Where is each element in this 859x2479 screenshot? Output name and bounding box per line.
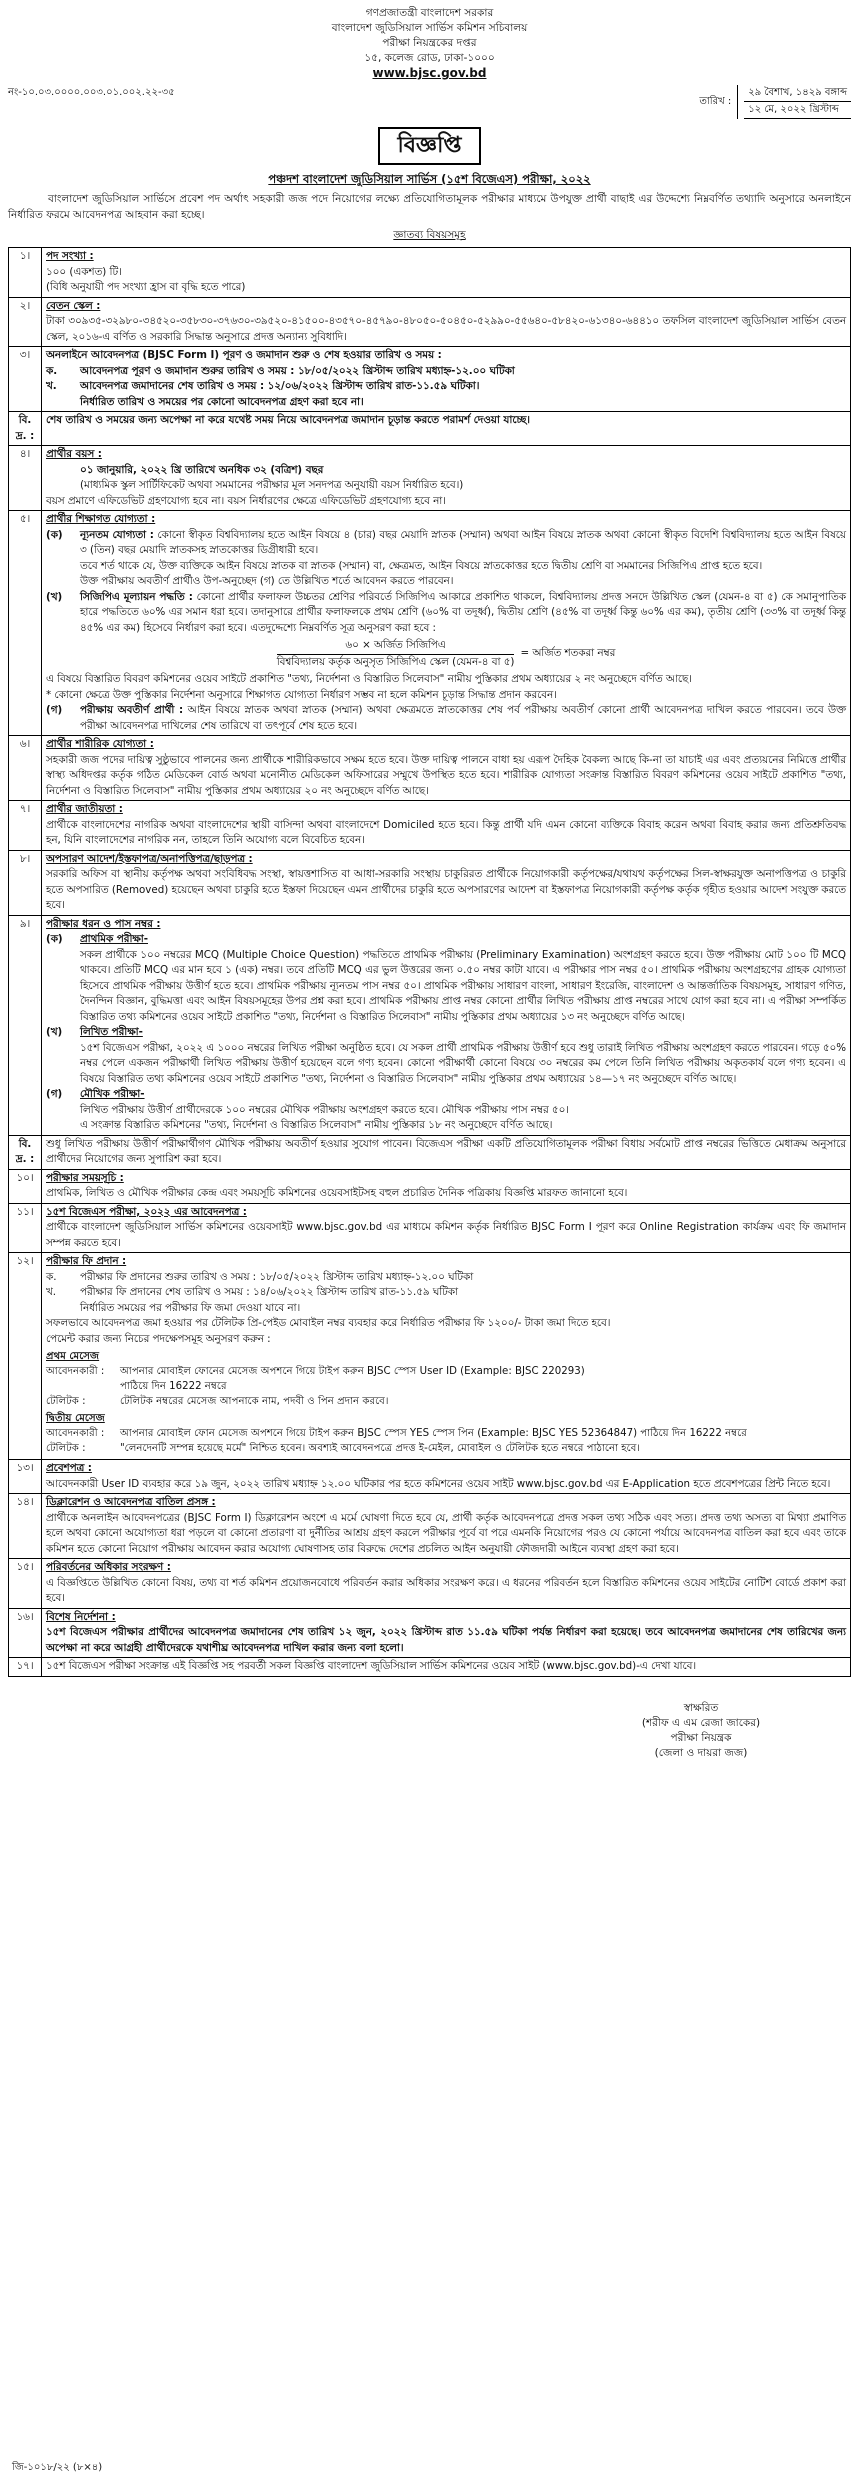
sms-step-1: প্রথম মেসেজ আবেদনকারী : আপনার মোবাইল ফোনের মেসেজ অপশনে গিয়ে টাইপ করুন BJSC স্পেস User ID (Example: BJSC 220293) পাঠিয়ে দিন 16222 নম্বরে টেলিটক : টেলিটক নম্বরের মেসেজ আপনাকে নাম, পদবী ও পিন প্রদান করবে।: [46, 1351, 585, 1407]
notice-page: [8, 0, 851, 2473]
notice-table: [8, 247, 851, 1677]
item-6: ৬। প্রার্থীর শারীরিক যোগ্যতা : সহকারী জজ পদের দায়িত্ব সুষ্ঠুভাবে পালনের জন্য প্রার্থীকে শারীরিকভাবে সক্ষম হতে হবে। উক্ত দায়িত্ব পালনে বাধা হয় এরূপ দৈহিক বৈকল্য আছে কি-না তা যাচাই এর এবং প্রত্যয়নের নিমিত্তে প্রার্থীর স্বাস্থ্য অধিদপ্তর কর্তৃক গঠিত মেডিকেল বোর্ড অথবা মনোনীত মেডিকেল অফিসারের সম্মুখে উপস্থিত হতে হবে। শারীরিক যোগ্যতা সংক্রান্ত বিস্তারিত বিবরণ কমিশনের ওয়েব সাইটে প্রকাশিত "তথ্য, নির্দেশনা ও বিস্তারিত সিলেবাস" নামীয় পুস্তিকার প্রথম অধ্যায়ের ২০ নং অনুচ্ছেদে বর্ণিত আছে।: [9, 736, 851, 801]
notice-title: বিজ্ঞপ্তি: [378, 127, 482, 165]
item-15: ১৫। পরিবর্তনের অধিকার সংরক্ষণ : এ বিজ্ঞপ্তিতে উল্লিখিত কোনো বিষয়, তথ্য বা শর্ত কমিশন প্রয়োজনবোধে পরিবর্তন করার অধিকার সংরক্ষণ করে। এ ধরনের পরিবর্তন হলে বিস্তারিত কমিশনের ওয়েব সাইটের নোটিশ বোর্ডে প্রকাশ করা হবে।: [9, 1559, 851, 1609]
memo-row: [8, 85, 851, 119]
signer-name: (শরীফ এ এম রেজা জাকের): [641, 1716, 761, 1729]
date-label: তারিখ :: [699, 96, 732, 107]
sms-step-2: দ্বিতীয় মেসেজ আবেদনকারী : আপনার মোবাইল ফোন মেসেজ অপশনে গিয়ে টাইপ করুন BJSC স্পেস YES স্পেস পিন (Example: BJSC YES 52364847) পাঠিয়ে দিন 16222 নম্বরে টেলিটক : "লেনদেনটি সম্পন্ন হয়েছে মর্মে" নিশ্চিত হবেন। অবশ্যই আবেদনপত্রে প্রদত্ত ই-মেইল, মোবাইল ও টেলিটক হতে নম্বরে পাঠানো হবে।: [46, 1413, 747, 1454]
office-line: পরীক্ষা নিয়ন্ত্রকের দপ্তর: [382, 37, 477, 49]
item-16: ১৬। বিশেষ নির্দেশনা : ১৫শ বিজেএস পরীক্ষার প্রার্থীদের আবেদনপত্র জমাদানের শেষ তারিখ ১২ জুন, ২০২২ খ্রিস্টাব্দ রাত ১১.৫৯ ঘটিকা পর্যন্ত নির্ধারণ করা হয়েছে। তবে আবেদনপত্র জমাদানের শেষ তারিখের জন্য অপেক্ষা না করে আগ্রহী প্রার্থীদেরকে যথাশীঘ্র আবেদনপত্র দাখিল করার জন্য বলা হলো।: [9, 1608, 851, 1658]
section-heading: জ্ঞাতব্য বিষয়সমূহ: [393, 229, 466, 241]
item-9: ৯। পরীক্ষার ধরন ও পাস নম্বর : (ক) প্রাথমিক পরীক্ষা- সকল প্রার্থীকে ১০০ নম্বরের MCQ (Multiple Choice Question) পদ্ধতিতে প্রাথমিক পরীক্ষায় (Preliminary Examination) অংশগ্রহণ করতে হবে। উক্ত পরীক্ষায় মোট ১০০ টি MCQ থাকবে। প্রতিটি MCQ এর মান হবে ১ (এক) নম্বর। তবে প্রতিটি MCQ এর ভুল উত্তরের জন্য ০.৫০ নম্বর কাটা যাবে। এ পরীক্ষার পাস নম্বর ৫০। প্রাথমিক পরীক্ষায় অংশগ্রহণের গ্রাহক যোগ্যতা হিসেবে প্রাথমিক পরীক্ষায় উত্তীর্ণ হতে হবে। প্রাথমিক পরীক্ষায় ন্যূনতম পাস নম্বর ৫০। প্রাথমিক পরীক্ষায় সাধারণ বাংলা, সাধারণ ইংরেজি, বাংলাদেশ ও আন্তর্জাতিক বিষয়সমূহ, সাধারণ গণিত, দৈনন্দিন বিজ্ঞান, বুদ্ধিমত্তা এবং আইন বিষয়সমূহের উপর প্রশ্ন করা হবে। প্রাথমিক পরীক্ষায় প্রাপ্ত নম্বর কোনো প্রার্থীর লিখিত পরীক্ষায় প্রাপ্ত নম্বরের সাথে যোগ করা হবে না। এ পরীক্ষা সম্পর্কিত বিস্তারিত তথ্য কমিশনের ওয়েব সাইটে প্রকাশিত "তথ্য, নির্দেশনা ও বিস্তারিত সিলেবাস" নামীয় পুস্তিকার প্রথম অধ্যায়ের ১৩ নং অনুচ্ছেদে বর্ণিত আছে। (খ) লিখিত পরীক্ষা- ১৫শ বিজেএস পরীক্ষা, ২০২২ এ ১০০০ নম্বরের লিখিত পরীক্ষা অনুষ্ঠিত হবে। যে সকল প্রার্থী প্রাথমিক পরীক্ষায় উত্তীর্ণ হবে শুধু তারাই লিখিত পরীক্ষায় অংশগ্রহণ করতে পারবেন। গড়ে ৫০% নম্বর পেলে একজন পরীক্ষার্থী লিখিত পরীক্ষায় উত্তীর্ণ হয়েছেন বলে গণ্য হবেন। কোনো পরীক্ষার্থী কোনো বিষয়ে ৩০ নম্বরের কম পেলে তিনি লিখিত পরীক্ষায় অকৃতকার্য বলে গণ্য হবেন। এ বিষয়ে বিস্তারিত তথ্য কমিশনের ওয়েব সাইটে প্রকাশিত "তথ্য, নির্দেশনা ও বিস্তারিত সিলেবাস" নামীয় পুস্তিকার প্রথম অধ্যায়ের ১৪—১৭ নং অনুচ্ছেদে বর্ণিত আছে। (গ) মৌখিক পরীক্ষা- লিখিত পরীক্ষায় উত্তীর্ণ প্রার্থীদেরকে ১০০ নম্বরের মৌখিক পরীক্ষায় অংশগ্রহণ করতে হবে। মৌখিক পরীক্ষায় পাস নম্বর ৫০। এ সংক্রান্ত বিস্তারিত কমিশনের "তথ্য, নির্দেশনা ও বিস্তারিত সিলেবাস" নামীয় পুস্তিকার ১৮ নং অনুচ্ছেদে বর্ণিত আছে।: [9, 915, 851, 1135]
signed-label: স্বাক্ষরিত: [683, 1701, 719, 1714]
intro-paragraph: বাংলাদেশ জুডিসিয়াল সার্ভিসে প্রবেশ পদ অর্থাৎ সহকারী জজ পদে নিয়োগের লক্ষ্যে প্রতিযোগিতামূলক পরীক্ষার মাধ্যমে উপযুক্ত প্রার্থী বাছাই এর উদ্দেশ্যে নিম্নবর্ণিত তথ্যাদি অনুসারে অনলাইনে নির্ধারিত ফরমে আবেদনপত্র আহবান করা হচ্ছে।: [8, 193, 851, 221]
website-link[interactable]: www.bjsc.gov.bd: [372, 66, 487, 80]
note-row-2: বি. দ্র. : শুধু লিখিত পরীক্ষায় উত্তীর্ণ পরীক্ষার্থীগণ মৌখিক পরীক্ষায় অবতীর্ণ হওয়ার সুযোগ পাবেন। বিজেএস পরীক্ষা একটি প্রতিযোগিতামূলক পরীক্ষা বিধায় সর্বমোট প্রাপ্ত নম্বরের ভিত্তিতে মেধাক্রম অনুসারে প্রার্থীদের নিয়োগের জন্য সুপারিশ করা হবে।: [9, 1135, 851, 1169]
memo-number: নং-১০.০৩.০০০০.০০৩.০১.০০২.২২-৩৫: [8, 87, 175, 98]
item-7: ৭। প্রার্থীর জাতীয়তা : প্রার্থীকে বাংলাদেশের নাগরিক অথবা বাংলাদেশের স্থায়ী বাসিন্দা অথবা বাংলাদেশে Domiciled হতে হবে। কিন্তু প্রার্থী যদি এমন কোনো ব্যক্তিকে বিবাহ করেন অথবা বিবাহ করার জন্য প্রতিশ্রুতিবদ্ধ হন, যিনি বাংলাদেশের নাগরিক নন, তাহলে তিনি অযোগ্য বলে বিবেচিত হবেন।: [9, 801, 851, 851]
item-1: ১। পদ সংখ্যা : ১০০ (একশত) টি। (বিধি অনুযায়ী পদ সংখ্যা হ্রাস বা বৃদ্ধি হতে পারে): [9, 248, 851, 298]
footer-code: জি-১০১৮/২২ (৮×৪): [12, 2462, 103, 2473]
item-10: ১০। পরীক্ষার সময়সূচি : প্রাথমিক, লিখিত ও মৌখিক পরীক্ষার কেন্দ্র এবং সময়সূচি কমিশনের ওয়েবসাইটসহ বহুল প্রচারিত দৈনিক পত্রিকায় বিজ্ঞপ্তি মারফত জানানো হবে।: [9, 1169, 851, 1203]
signature-block: [591, 1701, 811, 1761]
item-4: ৪। প্রার্থীর বয়স : ০১ জানুয়ারি, ২০২২ খ্রি তারিখে অনধিক ৩২ (বত্রিশ) বছর (মাধ্যমিক স্কুল সার্টিফিকেট অথবা সমমানের পরীক্ষার মূল সনদপত্র অনুযায়ী বয়স নির্ধারিত হবে।) বয়স প্রমাণে এফিডেভিট গ্রহণযোগ্য হবে না। বয়স নির্ধারণের ক্ষেত্রে এফিডেভিট গ্রহণযোগ্য হবে না।: [9, 446, 851, 511]
note-row-1: বি. দ্র. : শেষ তারিখ ও সময়ের জন্য অপেক্ষা না করে যথেষ্ট সময় নিয়ে আবেদনপত্র জমাদান চূড়ান্ত করতে পরামর্শ দেওয়া যাচ্ছে।: [9, 412, 851, 446]
item-5: ৫। প্রার্থীর শিক্ষাগত যোগ্যতা : (ক) ন্যূনতম যোগ্যতা : কোনো স্বীকৃত বিশ্ববিদ্যালয় হতে আইন বিষয়ে ৪ (চার) বছর মেয়াদি স্নাতক (সম্মান) অথবা আইন বিষয়ে স্নাতক অথবা কোনো স্বীকৃত বিদেশি বিশ্ববিদ্যালয় হতে আইন বিষয়ে ৩ (তিন) বছর মেয়াদি স্নাতকসহ স্নাতকোত্তর ডিগ্রীধারী হবে। তবে শর্ত থাকে যে, উক্ত ব্যক্তিকে আইন বিষয়ে স্নাতক বা স্নাতক (সম্মান) বা, ক্ষেত্রমত, আইন বিষয়ে স্নাতকোত্তর হতে দ্বিতীয় শ্রেণি বা সমমানের সিজিপিএ প্রাপ্ত হতে হবে। উক্ত পরীক্ষায় অবতীর্ণ প্রার্থীও উপ-অনুচ্ছেদ (গ) তে উল্লিখিত শর্তে আবেদন করতে পারবেন। (খ) সিজিপিএ মূল্যায়ন পদ্ধতি : কোনো প্রার্থীর ফলাফল উচ্চতর শ্রেণির পরিবর্তে সিজিপিএ আকারে প্রকাশিত থাকলে, বিশ্ববিদ্যালয় প্রদত্ত সনদে উল্লিখিত স্কেল (যেমন-৪ বা ৫) কে সমানুপাতিক হারে পদ্ধতিতে ৬০% এর সমান ধরা হবে। তদানুসারে প্রার্থীর ফলাফলকে প্রথম শ্রেণি (৬০% বা তদূর্ধ্ব), দ্বিতীয় শ্রেণি (৪৫% বা তদূর্ধ্ব কিন্তু ৬০% এর কম), তৃতীয় শ্রেণি (৩৩% বা তদূর্ধ্ব কিন্তু ৪৫% এর কম) হিসেবে নির্ধারণ করা হবে। এতদুদ্দেশ্যে নিম্নবর্ণিত সূত্র অনুসরণ করা হবে : $\frac{\text{৬০ × অর্জিত সিজিপিএ}}{\text{বিশ্ববিদ্যালয় কর্তৃক অনুসৃত সিজিপিএ স্কেল (যেমন-৪ বা ৫)}}$ = অর্জিত শতকরা নম্বর এ বিষয়ে বিস্তারিত বিবরণ কমিশনের ওয়েব সাইটে প্রকাশিত "তথ্য, নির্দেশনা ও বিস্তারিত সিলেবাস" নামীয় পুস্তিকার প্রথম অধ্যায়ের ২ নং অনুচ্ছেদে বর্ণিত আছে। * কোনো ক্ষেত্রে উক্ত পুস্তিকার নির্দেশনা অনুসারে শিক্ষাগত যোগ্যতা নির্ধারণ সম্ভব না হলে কমিশন চূড়ান্ত সিদ্ধান্ত প্রদান করবেন। (গ) পরীক্ষায় অবতীর্ণ প্রার্থী : আইন বিষয়ে স্নাতক অথবা স্নাতক (সম্মান) অথবা ক্ষেত্রমতে স্নাতকোত্তর শেষ পর্ব পরীক্ষায় অবতীর্ণ কোনো প্রার্থী আবেদনপত্র দাখিল করতে পারবেন। তবে উক্ত পরীক্ষা আবেদনপত্র দাখিলের শেষ তারিখে বা তৎপূর্বে শেষ হতে হবে।: [9, 511, 851, 736]
date-bangla: ২৯ বৈশাখ, ১৪২৯ বঙ্গাব্দ: [744, 85, 851, 102]
item-8: ৮। অপসারণ আদেশ/ইস্তফাপত্র/অনাপত্তিপত্র/ছাড়পত্র : সরকারি অফিস বা স্থানীয় কর্তৃপক্ষ অথবা সংবিধিবদ্ধ সংস্থা, স্বায়ত্তশাসিত বা আধা-সরকারি সংস্থায় চাকুরিরত প্রার্থীকে নিয়োগকারী কর্তৃপক্ষের/যথাযথ কর্তৃপক্ষের সিল-স্বাক্ষরযুক্ত অনাপত্তিপত্র ও চাকুরি হতে অপসারিত (Removed) হয়েছেন অথবা চাকুরি হতে ইস্তফা দিয়েছেন এমন প্রার্থীদের চাকুরি হতে অপসারণের আদেশ বা ইস্তফাপত্র নিয়োগকারী কর্তৃপক্ষ কর্তৃক গৃহীত হওয়ার আদেশ সংযুক্ত করতে হবে।: [9, 850, 851, 915]
item-17: ১৭। ১৫শ বিজেএস পরীক্ষা সংক্রান্ত এই বিজ্ঞপ্তি সহ পরবর্তী সকল বিজ্ঞপ্তি বাংলাদেশ জুডিসিয়াল সার্ভিস কমিশনের ওয়েব সাইট (www.bjsc.gov.bd)-এ দেখা যাবে।: [9, 1658, 851, 1677]
letterhead: [8, 6, 851, 81]
item-14: ১৪। ডিক্লারেশন ও আবেদনপত্র বাতিল প্রসঙ্গ : প্রার্থীকে অনলাইন আবেদনপত্রের (BJSC Form I) ডিক্লারেশন অংশে এ মর্মে ঘোষণা দিতে হবে যে, প্রার্থী কর্তৃক আবেদনপত্রে প্রদত্ত সকল তথ্য সঠিক এবং সত্য। প্রদত্ত তথ্য অসত্য বা মিথ্যা প্রমাণিত হলে অথবা কোনো অযোগ্যতা ধরা পড়লে বা কোনো প্রতারণা বা দুর্নীতির আশ্রয় গ্রহণ করলে পরীক্ষার পূর্বে বা পরে এমনকি নিয়োগের পরও যে কোনো পর্যায়ে আবেদনপত্র বাতিল করা হবে এবং তাকে কমিশন হতে কোনো নিয়োগ পরীক্ষায় আবেদন করার অযোগ্য ঘোষণাসহ তার বিরুদ্ধে দেশের প্রচলিত আইন অনুযায়ী ফৌজদারী আইনে ব্যবস্থা গ্রহণ করা হবে।: [9, 1494, 851, 1559]
date-box: [699, 85, 851, 119]
item-11: ১১। ১৫শ বিজেএস পরীক্ষা, ২০২২ এর আবেদনপত্র : প্রার্থীকে বাংলাদেশ জুডিসিয়াল সার্ভিস কমিশনের ওয়েবসাইট www.bjsc.gov.bd এর মাধ্যমে কমিশন কর্তৃক নির্ধারিত BJSC Form I পূরণ করে Online Registration কার্যক্রম এবং ফি জমাদান সম্পন্ন করতে হবে।: [9, 1203, 851, 1253]
exam-subtitle: পঞ্চদশ বাংলাদেশ জুডিসিয়াল সার্ভিস (১৫শ বিজেএস) পরীক্ষা, ২০২২: [268, 172, 591, 186]
item-3: ৩। অনলাইনে আবেদনপত্র (BJSC Form I) পূরণ ও জমাদান শুরু ও শেষ হওয়ার তারিখ ও সময় : ক. আবেদনপত্র পূরণ ও জমাদান শুরুর তারিখ ও সময় : ১৮/০৫/২০২২ খ্রিস্টাব্দ তারিখ মধ্যাহ্ন-১২.০০ ঘটিকা খ. আবেদনপত্র জমাদানের শেষ তারিখ ও সময় : ১২/০৬/২০২২ খ্রিস্টাব্দ তারিখ রাত-১১.৫৯ ঘটিকা। নির্ধারিত তারিখ ও সময়ের পর কোনো আবেদনপত্র গ্রহণ করা হবে না।: [9, 347, 851, 412]
secretariat-line: বাংলাদেশ জুডিসিয়াল সার্ভিস কমিশন সচিবালয়: [331, 22, 528, 34]
signer-rank: (জেলা ও দায়রা জজ): [654, 1746, 748, 1759]
govt-line: গণপ্রজাতন্ত্রী বাংলাদেশ সরকার: [365, 7, 494, 19]
cgpa-formula: $\frac{\text{৬০ × অর্জিত সিজিপিএ}}{\text{বিশ্ববিদ্যালয় কর্তৃক অনুসৃত সিজিপিএ স্কেল (যেমন-৪ বা ৫)}}$ = অর্জিত শতকরা নম্বর: [276, 639, 616, 668]
date-english: ১২ মে, ২০২২ খ্রিস্টাব্দ: [744, 102, 851, 119]
signer-title: পরীক্ষা নিয়ন্ত্রক: [670, 1731, 732, 1744]
item-12: ১২। পরীক্ষার ফি প্রদান : ক. পরীক্ষার ফি প্রদানের শুরুর তারিখ ও সময় : ১৮/০৫/২০২২ খ্রিস্টাব্দ তারিখ মধ্যাহ্ন-১২.০০ ঘটিকা খ. পরীক্ষার ফি প্রদানের শেষ তারিখ ও সময় : ১৪/০৬/২০২২ খ্রিস্টাব্দ তারিখ রাত-১১.৫৯ ঘটিকা নির্ধারিত সময়ের পর পরীক্ষার ফি জমা দেওয়া যাবে না। সফলভাবে আবেদনপত্র জমা হওয়ার পর টেলিটক প্রি-পেইড মোবাইল নম্বর ব্যবহার করে নির্ধারিত পরীক্ষার ফি ১২০০/- টাকা জমা দিতে হবে। পেমেন্ট করার জন্য নিচের পদক্ষেপসমূহ অনুসরণ করুন : প্রথম মেসেজ আবেদনকারী : আপনার মোবাইল ফোনের মেসেজ অপশনে গিয়ে টাইপ করুন BJSC স্পেস User ID (Example: BJSC 220293) পাঠিয়ে দিন 16222 নম্বরে টেলিটক : টেলিটক নম্বরের মেসেজ আপনাকে নাম, পদবী ও পিন প্রদান করবে। দ্বিতীয় মেসেজ আবেদনকারী : আপনার মোবাইল ফোন মেসেজ অপশনে গিয়ে টাইপ করুন BJSC স্পেস YES স্পেস পিন (Example: BJSC YES 52364847) পাঠিয়ে দিন 16222 নম্বরে টেলিটক : "লেনদেনটি সম্পন্ন হয়েছে মর্মে" নিশ্চিত হবেন। অবশ্যই আবেদনপত্রে প্রদত্ত ই-মেইল, মোবাইল ও টেলিটক হতে নম্বরে পাঠানো হবে।: [9, 1253, 851, 1460]
item-13: ১৩। প্রবেশপত্র : আবেদনকারী User ID ব্যবহার করে ১৯ জুন, ২০২২ তারিখ মধ্যাহ্ন ১২.০০ ঘটিকার পর হতে কমিশনের ওয়েব সাইট www.bjsc.gov.bd এর E-Application হতে প্রবেশপত্রের প্রিন্ট নিতে হবে।: [9, 1460, 851, 1494]
address-line: ১৫, কলেজ রোড, ঢাকা-১০০০: [364, 52, 495, 64]
item-2: ২। বেতন স্কেল : টাকা ৩০৯৩৫-৩২৯৮০-৩৪৫২০-৩৫৮৩০-৩৭৬৩০-৩৯৫২০-৪১৫০০-৪৩৫৭০-৪৫৭৯০-৪৮০৫০-৫০৪৫০-৫২৯৯০-৫৫৬৪০-৫৮৪২০-৬১৩৪০-৬৪৪১০ তফসিল বাংলাদেশ জুডিসিয়াল সার্ভিস বেতন স্কেল, ২০১৬-এ বর্ণিত ও সরকারি সিদ্ধান্ত অনুসারে প্রদত্ত অন্যান্য সুবিধাদি।: [9, 297, 851, 347]
